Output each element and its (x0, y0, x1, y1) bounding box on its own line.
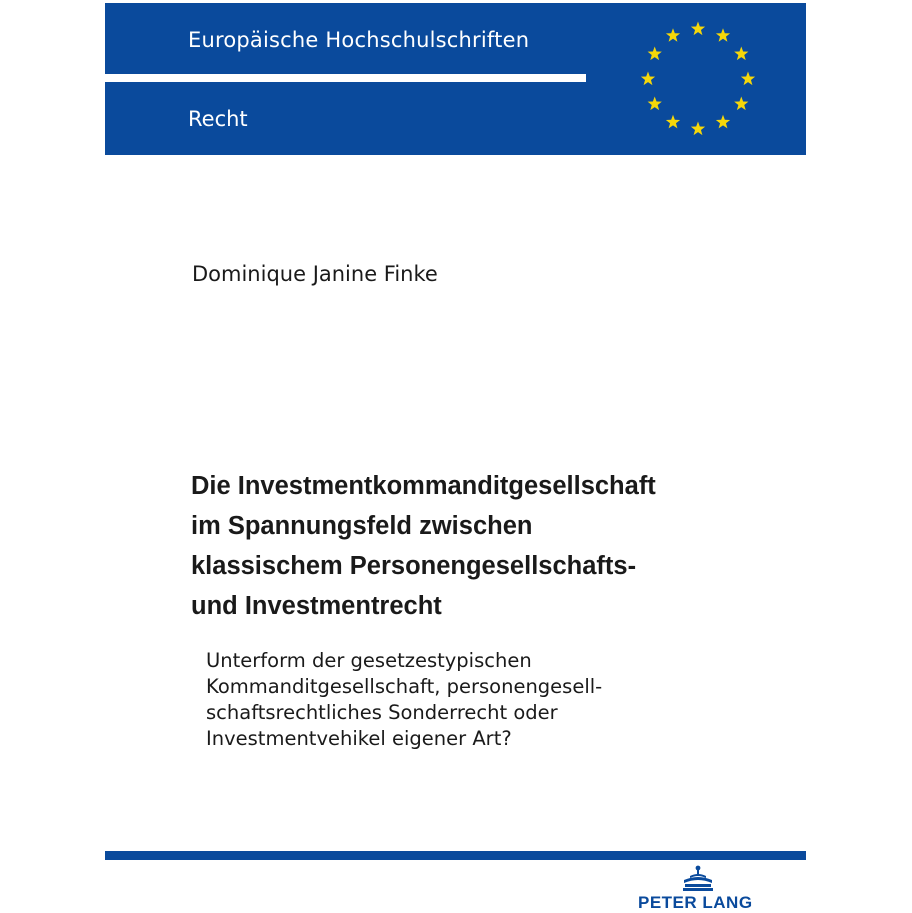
star-icon (641, 72, 655, 86)
title-line: im Spannungsfeld zwischen (191, 512, 533, 540)
title-line: Die Investmentkommanditgesellschaft (191, 472, 656, 500)
title-line: und Investmentrecht (191, 592, 442, 620)
book-title (191, 466, 791, 626)
author-name: Dominique Janine Finke (192, 262, 438, 286)
star-icon (691, 122, 705, 136)
star-icon (741, 72, 755, 86)
series-banner (105, 3, 806, 155)
star-icon (734, 47, 748, 61)
title-line: klassischem Personengesellschafts- (191, 552, 637, 580)
subtitle-line: Unterform der gesetzestypischen (206, 649, 532, 672)
star-icon (716, 115, 730, 129)
star-icon (716, 28, 730, 42)
banner-divider (105, 74, 586, 82)
star-icon (648, 97, 662, 111)
publisher-name: PETER LANG (638, 893, 753, 912)
subtitle-line: Kommanditgesellschaft, personengesell- (206, 675, 603, 698)
series-name: Europäische Hochschulschriften (188, 28, 530, 52)
book-subtitle (206, 648, 786, 752)
star-icon (734, 97, 748, 111)
star-icon (666, 28, 680, 42)
peter-lang-logo-icon (681, 863, 715, 893)
eu-stars-icon (632, 17, 764, 141)
footer-divider (105, 851, 806, 860)
series-subject: Recht (188, 107, 248, 131)
star-icon (666, 115, 680, 129)
star-icon (648, 47, 662, 61)
subtitle-line: Investmentvehikel eigener Art? (206, 727, 512, 750)
star-icon (691, 22, 705, 36)
subtitle-line: schaftsrechtliches Sonderrecht oder (206, 701, 558, 724)
